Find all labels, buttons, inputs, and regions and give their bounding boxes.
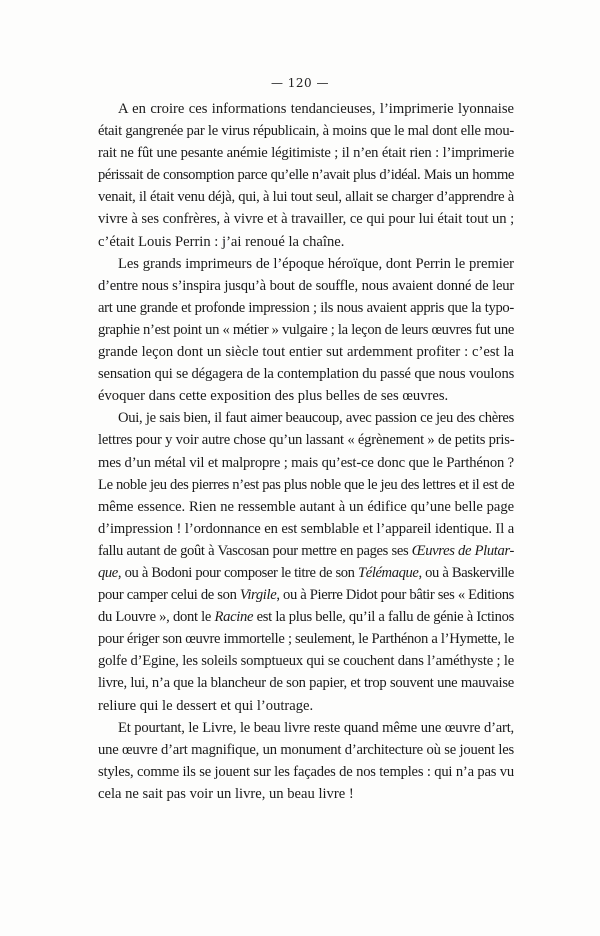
text-line: périssait de consomption parce qu’elle n’avait plus d’idéal. Mais un homme [98,167,514,184]
text-line: livre, lui, n’a que la blancheur de son papier, et trop souvent une mauvaise [98,675,514,692]
text-line: pour camper celui de son Virgile, ou à Pierre Didot pour bâtir ses « Editions [98,587,515,604]
text-line: rait ne fût une pesante anémie légitimiste ; il n’en était rien : l’imprimerie [98,145,514,162]
paragraph-3 [98,407,514,716]
text-line: venait, il était venu déjà, qui, à lui tout seul, allait se charger d’apprendre à [98,189,514,206]
text-line: d’entre nous s’inspira jusqu’à bout de souffle, nous avaient donné de leur [98,277,514,294]
text-line: cela ne sait pas voir un livre, un beau livre ! [98,785,354,802]
page-number: — 120 — [270,76,330,90]
text-line: c’était Louis Perrin : j’ai renoué la chaîne. [98,233,345,250]
text-line: mes d’un métal vil et malpropre ; mais qu’est-ce donc que le Parthénon ? [98,454,514,471]
text-line: Les grands imprimeurs de l’époque héroïque, dont Perrin le premier [118,255,514,272]
text-line: styles, comme ils se jouent sur les façades de nos temples : qui n’a pas vu [98,763,514,780]
text-line: pour ériger son œuvre immortelle ; seulement, le Parthénon a l’Hymette, le [98,631,514,648]
text-line: Et pourtant, le Livre, le beau livre reste quand même une œuvre d’art, [118,719,514,736]
text-line: même essence. Rien ne ressemble autant à un édifice qu’une belle page [98,498,514,515]
text-line: une œuvre d’art magnifique, un monument d’architecture où se jouent les [98,741,514,758]
text-line: était gangrenée par le virus républicain, à moins que le mal dont elle mou- [98,123,514,140]
text-line: évoquer dans cette exposition des plus belles de ses œuvres. [98,388,449,405]
text-line: d’impression ! l’ordonnance en est semblable et l’appareil identique. Il a [98,520,515,537]
text-line: fallu autant de goût à Vascosan pour mettre en pages ses Œuvres de Plutar- [98,542,514,559]
paragraph-1 [98,98,514,253]
text-line: Le noble jeu des pierres n’est pas plus noble que le jeu des lettres et il est de [98,476,515,493]
body-text [98,98,514,805]
text-line: Oui, je sais bien, il faut aimer beaucoup, avec passion ce jeu des chères [118,410,514,427]
text-line: grande leçon dont un siècle tout entier sut ardemment profiter : c’est la [98,344,514,361]
text-line: du Louvre », dont le Racine est la plus belle, qu’il a fallu de génie à Ictinos [98,609,514,626]
text-line: sensation qui se dégagera de la contemplation du passé que nous voulons [98,366,515,383]
paragraph-4 [98,717,514,805]
text-line: A en croire ces informations tendancieuses, l’imprimerie lyonnaise [118,101,514,117]
text-line: reliure qui le dessert et qui l’outrage. [98,697,314,714]
paragraph-2 [98,253,514,408]
text-line: golfe d’Egine, les soleils somptueux qui se couchent dans l’améthyste ; le [98,653,514,670]
text-line: graphie n’est point un « métier » vulgaire ; la leçon de leurs œuvres fut une [98,321,514,338]
text-line: que, ou à Bodoni pour composer le titre de son Télémaque, ou à Baskerville [98,564,514,581]
text-line: art une grande et profonde impression ; ils nous avaient appris que la typo- [98,299,514,316]
text-line: lettres pour y voir autre chose qu’un lassant « égrènement » de petits pris- [98,432,515,449]
text-line: vivre à ses confrères, à vivre et à travailler, ce qui pour lui était tout un ; [98,211,515,228]
